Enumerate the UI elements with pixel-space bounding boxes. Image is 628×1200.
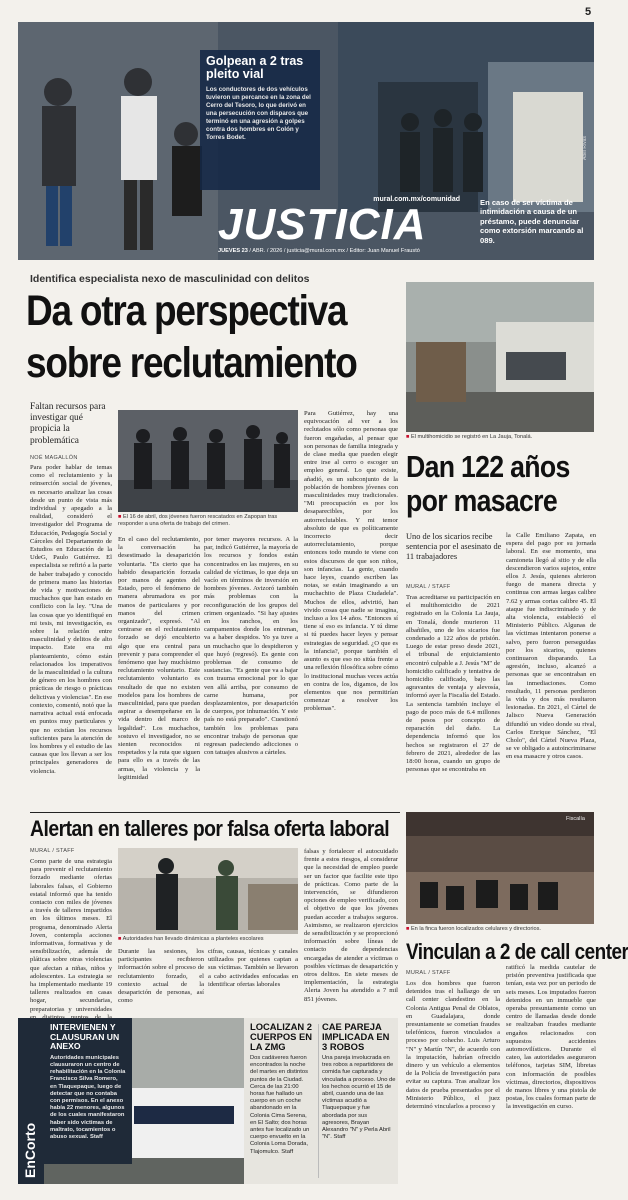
encorto-item1-body: Autoridades municipales clausuraron un centro de rehabilitación en la Colonia Francisco Silva Romero, en Tlaquepaque, luego de detectar que no contaba con permisos. En el anexo había 22 menores, algunos de los cuales manifestaron haber sido víctimas de maltrato, tocamientos o abuso sexual. Staff: [50, 1054, 126, 1141]
encorto-item2-title: LOCALIZAN 2 CUERPOS EN LA ZMG: [250, 1021, 312, 1052]
caption-marker: ■: [118, 514, 122, 520]
callcenter-caption: [406, 926, 594, 933]
masacre-col-1: Tras acreditarse su participación en el multihomicidio de 2021 registrado en la Colonia La Jauja, en Tonalá, donde murieron 11 albañiles, uno de los sicarios fue condenado a 122 años de prisión. Luego de estar preso desde 2021, el tribunal de enjuiciamiento encontró culpable a J. Jesús "M" de homicidio calificado y tentativa de homicidio calificado, bajo las agravantes de ventaja y alevosía, informó ayer la Fiscalía del Estado. La sentencia también incluye el pago de poco más de 6.4 millones de pesos por concepto de reparación del daño. La dependencia informó que los hechos se registraron el 27 de febrero de 2021, alrededor de las 18:00 horas, cuando un grupo de personas que se encontraba en: [406, 594, 500, 774]
dateline-rest: / ABR. / 2026 / justicia@mural.com.mx / Editor: Juan Manuel Fraustó: [249, 248, 420, 254]
encorto-item3-title: CAE PAREJA IMPLICADA EN 3 ROBOS: [322, 1021, 390, 1052]
callcenter-headline: Vinculan a 2 de call center: [406, 939, 628, 964]
top-story-summary: Los conductores de dos vehículos tuvieron un percance en la zona del Cerro del Tesoro, lo que derivó en una persecución con disparos que terminó en una agresión a golpes contra dos hombres en Colón y Torres Bodet.: [206, 86, 311, 141]
main-deck: Faltan recursos para investigar qué propicia la problemática: [30, 402, 106, 446]
main-col-3: por tener mayores recursos. A la par, indicó Gutiérrez, la mayoría de los recursos y fondos están concentrados en las mujeres, en su calidad de víctimas, lo que deja un vacío en términos de inversión en hombres jóvenes. Avizoró también más problemas con la reconfiguración de los grupos del crimen organizado. "Si hay ajustes en los ranchos, en los campamentos donde los entrenan, va a haber despidos. Yo ya tuve a un muchacho que lo despidieron y que huyó (regresó). Es gente con problemas de consumo de sustancias. "Es gente que va a bajar con trauma emocional por lo que ven allá arriba, por consumo de carne humana, por desplazamientos, por desaparición de cuerpos, por inhumación. Y este país no está preparado". Cuestionó también los problemas para encontrar trabajo de personas que regresan padeciendo adicciones o con tatuajes alusivos a cárteles.: [204, 536, 298, 757]
top-story-title: Golpean a 2 tras pleito vial: [206, 54, 304, 81]
callcenter-caption-text: En la finca fueron localizados celulares y directorios.: [410, 926, 541, 932]
talleres-col-3: cifras, causas, técnicas y canales utilizados por quienes captan a sus víctimas. También se llevaron a cabo actividades enfocadas en identificar ofertas laborales: [208, 948, 298, 988]
caption-marker: ■: [406, 926, 410, 932]
masacre-caption-text: El multihomicidio se registró en La Jauja, Tonalá.: [410, 434, 533, 440]
encorto-item3: [322, 1022, 396, 1182]
callcenter-photo-tag: Fiscalía: [566, 816, 585, 822]
main-col-1: Para poder hablar de temas como el reclutamiento y la reinserción social de jóvenes, es necesario analizar las cosas desde un punto de vista más individual y apegado a la realidad, consideró el investigador del Programa de Educación, Pedagogía Social y Cárceles del Departamento de Estudios en Educación de la UdeG, Paulo Gutiérrez. El especialista se refirió a la parte de haber trabajado y conocido de primera mano las historias de vida y motivaciones de muchachos que han estado en conflicto con la ley. "Una de las cosas que yo identifiqué en mi tesis, mi investigación, es sobre la relación entre masculinidad y delitos de alto impacto. Este era mi planteamiento, cómo están relacionados los imperativos de la masculinidad o la cultura de género en los hombres con prácticas de riesgo o prácticas delictivas y violencias". En ese contexto, comentó, notó que la narrativa actual está enfocada en puntos muy particulares y que no existían los recursos suficientes para la atención de los hombres y el estudio de las causas que los llevan a ser los principales generadores de violencia.: [30, 464, 112, 775]
main-col-4: Para Gutiérrez, hay una equivocación al ver a los reclutados sólo como personas que fueron engañadas, al pensar que son personas de familia integrada y de clase media que pueden elegir entre irse al cerro o escoger un empleo general. Lo que existe, añadió, es un subconjunto de la población de hombres jóvenes con masculinidades muy tradicionales. "Mi preocupación es por los desaparecibles, por los autorreclutables. Y mi temor absoluto de que es políticamente incorrecto decir autorreclutamiento, porque entonces todo mundo te viene con estos discursos de que son niños, son infancias. La gente, cuando hace leyes, cuando escriben las notas, se están imaginando a un muchachito de Plaza Ciudadela". Muchos de ellos, advirtió, han vivido cosas que nadie se imagina, incluso a los 14 años. "Entonces sí tiene sí eso es infancia. Y tú dime si tú puedes hacer leyes y pensar estrategias de seguridad. ¿O que es la infancia?, porque también el asunto es que eso no sitúa frente a una reflexión filosófica sobre cómo lo institucional muchas veces actúa en contra de los, digamos, de los elementos que nos permitirían comenzar a resolver los problemas".: [304, 410, 398, 713]
caption-marker: ■: [406, 434, 410, 440]
masacre-photo: [406, 282, 594, 432]
talleres-byline: MURAL / STAFF: [30, 848, 75, 854]
callcenter-photo: [406, 812, 594, 924]
masacre-col-2: la Calle Emiliano Zapata, en espera del pago por su jornada laboral. En ese momento, una camioneta llegó al sitio y de ella descendieron varios sujetos, entre ellos J. Jesús, quienes abrieron fuego de manera directa y continua con armas largas calibre 7.62 y armas cortas calibre 45. El ataque fue indiscriminado y de alta violencia, estableció el Ministerio Público. Algunas de las víctimas intentaron ponerse a salvo, pero fueron perseguidas por los sicarios, quienes continuaron disparando. La agresión, incluso, alcanzó a personas que se encontraban en las inmediaciones. Como resultado, 11 personas perdieron la vida y dos más resultaron lesionadas. En 2021, el Cártel de Jalisco Nueva Generación difundió un video donde su rival, Carlos Enrique Sánchez, "El Cholo", del Cártel Nueva Plaza, se ve obligado a autoincriminarse en esa masacre y otros casos.: [506, 532, 596, 761]
callcenter-byline: MURAL / STAFF: [406, 970, 451, 976]
page-number: 5: [585, 6, 592, 18]
encorto-item3-body: Una pareja involucrada en tres robos a repartidores de comida fue capturada y vinculada a proceso. Uno de los hechos ocurrió el 15 de abril, cuando una de las víctimas acudió a Tlaquepaque y fue abordada por sus agresores, Brayan Alexandro "N" y Perla Abril "N". Staff: [322, 1055, 396, 1141]
masacre-byline: MURAL / STAFF: [406, 584, 451, 590]
top-story-box: [200, 50, 320, 190]
main-photo-caption-text: El 16 de abril, dos jóvenes fueron rescatados en Zapopan tras responder a una oferta de trabajo del crimen.: [118, 514, 278, 527]
encorto-label: EnCorto: [22, 1122, 38, 1178]
masacre-caption: [406, 434, 594, 441]
section-divider: [30, 812, 400, 813]
tip-box: En caso de ser víctima de intimidación a causa de un préstamo, puede denunciar como extorsión marcando al 089.: [480, 198, 584, 245]
talleres-col-4: falsas y fortalecer el autocuidado frente a estos riesgos, al considerar que la necesidad de empleo puede ser un factor que facilite este tipo de prácticas. Como parte de la intervención, se difundieron opciones de empleo verificado, con el objetivo de que los jóvenes puedan acceder a trabajos seguros. Asimismo, se realizaron ejercicios de sensibilización y se proporcionó información sobre líneas de contacto de dependencias encargadas de atender a víctimas o posibles víctimas de desaparición y otros delitos. En siete meses de implementación, la estrategia Alerta Joven ha atendido a 7 mil 851 jóvenes.: [304, 848, 398, 1003]
callcenter-col-1: Los dos hombres que fueron detenidos tras el hallazgo de un call center clandestino en la Colonia Antigua Penal de Oblatos, en Guadalajara, donde presuntamente se cometían fraudes telefónicos, fueron vinculados a proceso por cohecho. Luis Arturo "N" y Martín "N", de acuerdo con la imputación, habrían ofrecido dinero y un vehículo a elementos de la Policía de Investigación para evitar su captura. Tras analizar los datos de prueba presentados por el Ministerio Público, el juez determinó vincularlos a proceso y: [406, 980, 500, 1111]
talleres-photo: [118, 848, 298, 934]
masacre-deck: Uno de los sicarios recibe sentencia por el asesinato de 11 trabajadores: [406, 532, 502, 561]
encorto-item1-title: INTERVIENEN Y CLAUSURAN UN ANEXO: [50, 1022, 120, 1052]
encorto-label-bar: [18, 1018, 44, 1184]
encorto-item2: [250, 1022, 314, 1182]
main-photo-caption: [118, 514, 300, 528]
masthead-section: JUSTICIA: [218, 200, 427, 249]
talleres-col-1: Como parte de una estrategia para prevenir el reclutamiento forzado mediante ofertas laborales falsas, el Gobierno estatal informó que ha tenido contacto con miles de jóvenes a través de talleres impartidos en los últimos meses. El programa, denominado Alerta Joven, contempla acciones informativas, formativas y de sensibilización, además de pláticas sobre otras violencias que afectan a niñas, niños y adolescentes. La estrategia se ha implementado mediante 19 talleres realizados en casas hogar, secundarias, preparatorias y universidades: [30, 858, 112, 1013]
encorto-item2-body: Dos cadáveres fueron encontrados la noche del martes en distintos puntos de la Ciudad. Cerca de las 21:00 horas fue hallado un cuerpo en un coche abandonado en la Colonia Cima Serena, en El Salto; dos horas antes fue localizado un cuerpo envuelto en la Colonia Loma Dorada, Tlajomulco. Staff: [250, 1055, 310, 1155]
masacre-headline-2: por masacre: [406, 483, 558, 518]
top-photo-credit: Abel Rivas: [582, 136, 588, 160]
callcenter-col-2: ratificó la medida cautelar de prisión preventiva justificada que tenían, esta vez por un periodo de seis meses. Los imputados fueron detenidos en un inmueble que operaba presuntamente como un centro de llamadas desde donde se realizaban fraudes mediante engaños relacionados con supuestos accidentes automovilísticos. Durante el cateo, las autoridades aseguraron teléfonos, tarjetas SIM, libretas con información de posibles víctimas, directorios, dispositivos de manos libres y una pistola de postas, los cuales forman parte de la investigación en curso.: [506, 964, 596, 1111]
talleres-caption-text: Autoridades han llevado dinámicas a planteles escolares: [122, 936, 264, 942]
encorto-item1-panel: [44, 1018, 132, 1164]
masthead-dateline: [218, 248, 478, 254]
main-photo: [118, 410, 298, 512]
talleres-caption: [118, 936, 300, 943]
dateline-day: JUEVES 23: [218, 248, 248, 254]
main-headline-1: Da otra perspectiva: [26, 287, 347, 335]
talleres-headline: Alertan en talleres por falsa oferta laboral: [30, 816, 390, 841]
main-headline-2: sobre reclutamiento: [26, 339, 357, 387]
main-byline: NOÉ MAGALLÓN: [30, 455, 78, 461]
talleres-col-2: Durante las sesiones, los participantes recibieron información sobre el proceso de reclutamiento forzado, el contexto actual de la desaparición de personas, así como: [118, 948, 204, 1005]
encorto-divider: [318, 1024, 319, 1178]
main-kicker: Identifica especialista nexo de masculinidad con delitos: [30, 273, 310, 285]
main-col-2: En el caso del reclutamiento, la conversación ha desestimado la desaparición voluntaria. "Es cierto que ha habido desaparición forzada por manos de agentes del Estado, pero el fenómeno de manera abrumadora es por manos de particulares y por manos del crimen organizado", expresó. "Al centrarse en el reclutamiento forzado se dejó encubierto algo que era central para prevenir y para comprender el fenómeno que hay muchísimo reclutamiento voluntario. Este reclutamiento voluntario es resultado de que no existen modelos para los hombres de masculinidad, para que puedan aspirar a desempeñarse en la vida dentro del marco de legalidad". Los muchachos, sostuvo el investigador, no se sienten reconocidos ni respetados y la ruta que siguen para ello es a través de las armas, la violencia y la legitimidad: [118, 536, 200, 781]
masacre-headline-1: Dan 122 años: [406, 449, 570, 484]
caption-marker: ■: [118, 936, 122, 942]
masthead-site: mural.com.mx/comunidad: [373, 196, 460, 203]
